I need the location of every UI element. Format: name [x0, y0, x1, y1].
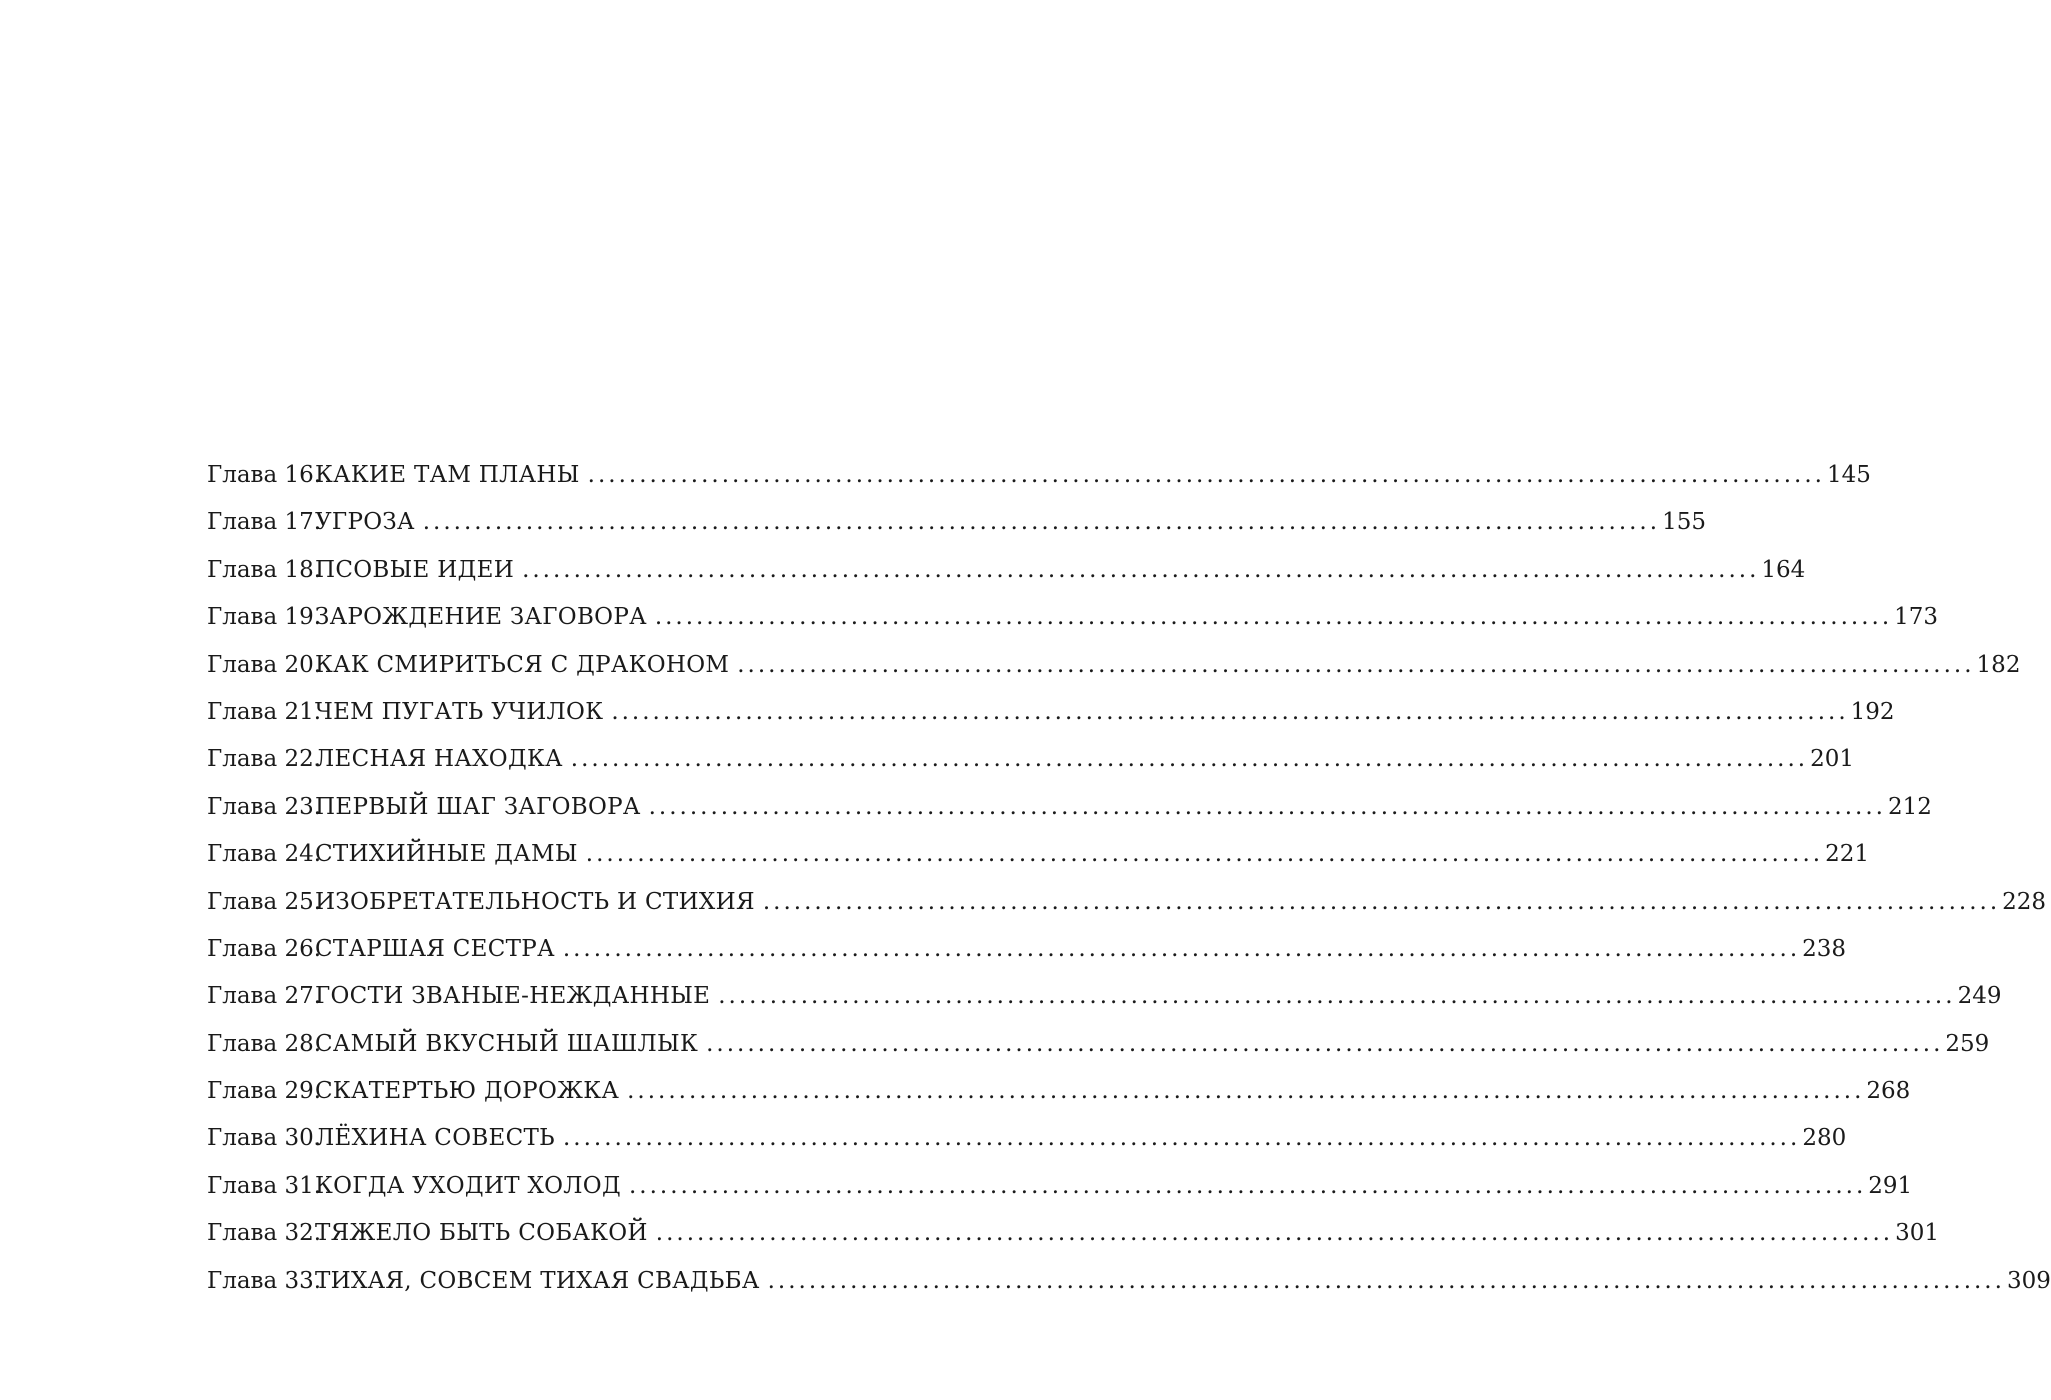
- dot-leader: ........................................................................................................................: [654, 604, 1893, 631]
- toc-entry: [207, 793, 1932, 841]
- chapter-title: КАКИЕ ТАМ ПЛАНЫ: [315, 462, 580, 488]
- chapter-title: ЛЕСНАЯ НАХОДКА: [315, 746, 563, 773]
- dot-leader: ........................................................................................................................: [611, 698, 1849, 725]
- page-number: 173: [1894, 604, 1939, 631]
- chapter-title: УГРОЗА: [315, 509, 415, 536]
- chapter-title: ЛЁХИНА СОВЕСТЬ: [315, 1125, 555, 1152]
- chapter-label: Глава 28.: [207, 1030, 322, 1057]
- toc-entry: [207, 462, 1871, 509]
- page-number: 309: [2006, 1267, 2051, 1294]
- page-number: 228: [2002, 888, 2047, 915]
- toc-entry: [207, 1172, 1913, 1220]
- toc-entry: [207, 509, 1706, 556]
- toc-entry: [207, 1078, 1911, 1125]
- dot-leader: ........................................................................................................................: [585, 841, 1824, 868]
- page-number: 259: [1945, 1030, 1990, 1057]
- page-number: 280: [1802, 1125, 1847, 1152]
- dot-leader: ........................................................................................................................: [562, 1125, 1801, 1152]
- chapter-title: САМЫЙ ВКУСНЫЙ ШАШЛЫК: [315, 1030, 699, 1057]
- chapter-label: Глава 29.: [207, 1078, 322, 1105]
- dot-leader: ........................................................................................................................: [718, 983, 1956, 1010]
- dot-leader: ........................................................................................................................: [737, 651, 1975, 678]
- dot-leader: ........................................................................................................................: [570, 746, 1809, 773]
- chapter-label: Глава 17.: [207, 509, 322, 536]
- page-number: 182: [1976, 651, 2021, 678]
- dot-leader: ........................................................................................................................: [706, 1030, 1944, 1057]
- chapter-title: ГОСТИ ЗВАНЫЕ-НЕЖДАННЫЕ: [315, 983, 711, 1010]
- chapter-label: Глава 24.: [207, 841, 322, 868]
- chapter-label: Глава 31.: [207, 1172, 322, 1199]
- dot-leader: ........................................................................................................................: [422, 509, 1661, 536]
- chapter-label: Глава 32.: [207, 1220, 322, 1247]
- dot-leader: ........................................................................................................................: [767, 1267, 2005, 1294]
- toc-entry: [207, 698, 1895, 746]
- dot-leader: ........................................................................................................................: [648, 793, 1886, 820]
- page-number: 192: [1850, 698, 1895, 725]
- dot-leader: ........................................................................................................................: [587, 462, 1825, 488]
- chapter-label: Глава 21.: [207, 698, 322, 725]
- toc-entry: [207, 1267, 2051, 1315]
- dot-leader: ........................................................................................................................: [562, 935, 1801, 962]
- toc-entry: [207, 935, 1847, 983]
- chapter-title: ЧЕМ ПУГАТЬ УЧИЛОК: [315, 698, 604, 725]
- toc-entry: [207, 651, 2021, 699]
- chapter-label: Глава 26.: [207, 935, 322, 962]
- chapter-title: КОГДА УХОДИТ ХОЛОД: [315, 1172, 621, 1199]
- page-number: 249: [1957, 983, 2002, 1010]
- dot-leader: ........................................................................................................................: [627, 1078, 1865, 1105]
- page-number: 221: [1825, 841, 1870, 868]
- chapter-label: Глава 22.: [207, 746, 322, 773]
- page-number: 301: [1895, 1220, 1940, 1247]
- toc-entry: [207, 1125, 1847, 1172]
- page-number: 212: [1887, 793, 1932, 820]
- page-number: 145: [1826, 462, 1871, 488]
- table-of-contents: [207, 462, 2051, 1315]
- toc-entry: [207, 841, 1870, 888]
- dot-leader: ........................................................................................................................: [762, 888, 2001, 915]
- chapter-title: ИЗОБРЕТАТЕЛЬНОСТЬ И СТИХИЯ: [315, 888, 755, 915]
- chapter-label: Глава 18.: [207, 556, 322, 583]
- chapter-label: Глава 23.: [207, 793, 322, 820]
- toc-entry: [207, 746, 1855, 793]
- chapter-label: Глава 27.: [207, 983, 322, 1010]
- toc-entry: [207, 1220, 1940, 1267]
- page-number: 155: [1662, 509, 1706, 536]
- chapter-title: СТАРШАЯ СЕСТРА: [315, 935, 555, 962]
- chapter-title: ЗАРОЖДЕНИЕ ЗАГОВОРА: [315, 604, 647, 631]
- page-number: 291: [1868, 1172, 1913, 1199]
- dot-leader: ........................................................................................................................: [655, 1220, 1894, 1247]
- chapter-label: Глава 19.: [207, 604, 322, 631]
- chapter-title: ПСОВЫЕ ИДЕИ: [315, 556, 515, 583]
- chapter-title: ТЯЖЕЛО БЫТЬ СОБАКОЙ: [315, 1220, 648, 1247]
- page-number: 238: [1802, 935, 1847, 962]
- chapter-label: Глава 30.: [207, 1125, 322, 1152]
- page-number: 268: [1866, 1078, 1911, 1105]
- toc-entry: [207, 983, 2002, 1030]
- chapter-label: Глава 25.: [207, 888, 322, 915]
- chapter-title: КАК СМИРИТЬСЯ С ДРАКОНОМ: [315, 651, 730, 678]
- toc-entry: [207, 556, 1806, 604]
- dot-leader: ........................................................................................................................: [522, 556, 1760, 583]
- toc-entry: [207, 888, 2047, 936]
- chapter-title: СТИХИЙНЫЕ ДАМЫ: [315, 841, 578, 868]
- dot-leader: ........................................................................................................................: [628, 1172, 1867, 1199]
- chapter-title: ТИХАЯ, СОВСЕМ ТИХАЯ СВАДЬБА: [315, 1267, 760, 1294]
- chapter-label: Глава 33.: [207, 1267, 322, 1294]
- chapter-title: СКАТЕРТЬЮ ДОРОЖКА: [315, 1078, 620, 1105]
- toc-entry: [207, 1030, 1990, 1078]
- page-number: 164: [1761, 556, 1806, 583]
- chapter-label: Глава 16.: [207, 462, 322, 488]
- chapter-title: ПЕРВЫЙ ШАГ ЗАГОВОРА: [315, 793, 641, 820]
- page-number: 201: [1810, 746, 1855, 773]
- chapter-label: Глава 20.: [207, 651, 322, 678]
- toc-entry: [207, 604, 1939, 651]
